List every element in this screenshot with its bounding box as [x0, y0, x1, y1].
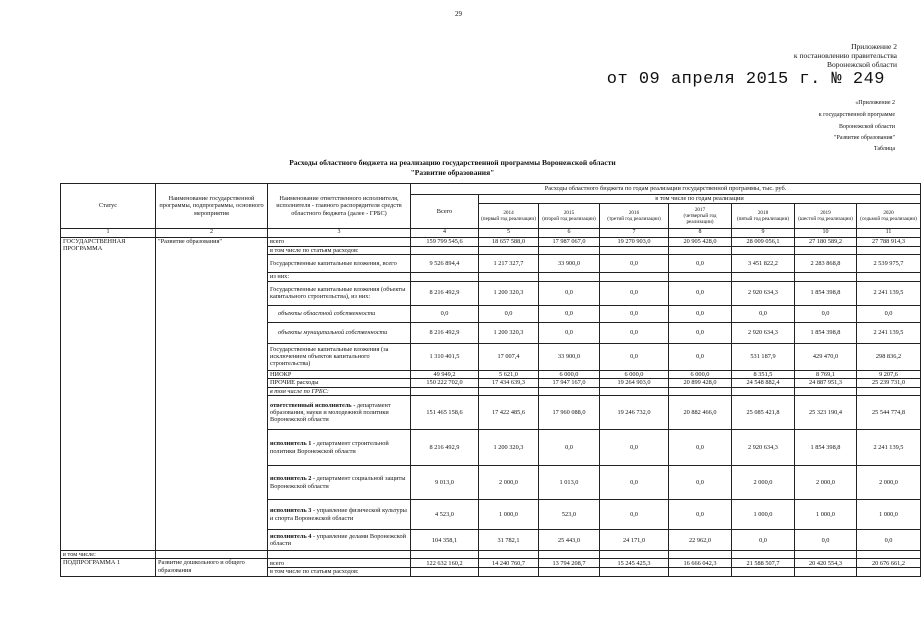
cell-value: 5 621,0 [479, 370, 539, 378]
cell-value: 17 947 167,0 [539, 378, 600, 387]
cell-value: 2 000,0 [795, 466, 857, 500]
cell-value: 2 920 634,3 [732, 322, 795, 343]
cell-value: 0,0 [669, 430, 732, 466]
cell-value: 298 836,2 [857, 343, 921, 370]
row-label: Государственные капитальные вложения, всего [268, 255, 411, 273]
header-expenses: Расходы областного бюджета по годам реализации государственной программы, тыс. руб. [411, 184, 921, 195]
header-year: 2019 (шестой год реализации) [795, 204, 857, 229]
cell-value: 20 420 554,3 [795, 559, 857, 568]
cell-value: 8 769,1 [795, 370, 857, 378]
cell-value: 122 632 160,2 [411, 559, 479, 568]
cell-value: 1 013,0 [539, 466, 600, 500]
cell-value: 0,0 [795, 305, 857, 322]
cell-value: 1 217 327,7 [479, 255, 539, 273]
cell-value: 0,0 [539, 281, 600, 305]
cell-value: 13 794 208,7 [539, 559, 600, 568]
column-number: 4 [411, 229, 479, 238]
cell-value: 6 000,0 [539, 370, 600, 378]
column-number: 9 [732, 229, 795, 238]
cell-value: 2 920 634,3 [732, 281, 795, 305]
cell-value: 9 013,0 [411, 466, 479, 500]
cell-value: 25 085 421,8 [732, 396, 795, 430]
header-year: 2016 (третий год реализации) [600, 204, 669, 229]
cell-value: 0,0 [857, 305, 921, 322]
header-year: 2020 (седьмой год реализации) [857, 204, 921, 229]
row-label: исполнитель 3 - управление физической культуры и спорта Воронежской области [268, 500, 411, 530]
cell-value: 25 544 774,8 [857, 396, 921, 430]
cell-value: 1 000,0 [479, 500, 539, 530]
included-label: в том числе: [61, 551, 156, 559]
cell-value: 0,0 [857, 530, 921, 551]
cell-value: 25 323 190,4 [795, 396, 857, 430]
cell-value: 2 241 139,5 [857, 281, 921, 305]
cell-value: 24 171,0 [600, 530, 669, 551]
cell-value: 27 180 589,2 [795, 238, 857, 247]
cell-value: 0,0 [479, 305, 539, 322]
program-name: "Развитие образования" [156, 238, 268, 551]
cell-value: 0,0 [411, 305, 479, 322]
cell-value: 0,0 [600, 466, 669, 500]
document-subtitle: "Развитие образования" [410, 168, 495, 177]
cell-value: 0,0 [669, 281, 732, 305]
row-label: из них: [268, 273, 411, 281]
cell-value: 20 676 661,2 [857, 559, 921, 568]
cell-value: 0,0 [600, 322, 669, 343]
cell-value: 0,0 [669, 305, 732, 322]
row-label: всего [268, 238, 411, 247]
cell-value: 1 200 320,3 [479, 430, 539, 466]
column-number: 3 [268, 229, 411, 238]
header-year: 2014 (первый год реализации) [479, 204, 539, 229]
cell-value: 159 799 545,6 [411, 238, 479, 247]
cell-value: 0,0 [539, 430, 600, 466]
cell-value: 0,0 [539, 305, 600, 322]
row-label: в том числе по статьям расходов: [268, 247, 411, 255]
cell-value: 0,0 [600, 430, 669, 466]
cell-value: 24 548 882,4 [732, 378, 795, 387]
cell-value: 9 526 894,4 [411, 255, 479, 273]
cell-value: 2 000,0 [479, 466, 539, 500]
column-number: 8 [669, 229, 732, 238]
row-label: в том числе по статьям расходов: [268, 568, 411, 576]
row-label: в том числе по ГРБС: [268, 387, 411, 395]
header-year: 2018 (пятый год реализации) [732, 204, 795, 229]
cell-value: 8 351,5 [732, 370, 795, 378]
cell-value: 6 000,0 [600, 370, 669, 378]
row-label: Государственные капитальные вложения (за исключением объектов капитального строительства) [268, 343, 411, 370]
column-number: 11 [857, 229, 921, 238]
cell-value: 15 245 425,3 [600, 559, 669, 568]
header-status: Статус [61, 184, 156, 229]
cell-value: 0,0 [669, 255, 732, 273]
cell-value: 19 264 903,0 [600, 378, 669, 387]
cell-value: 19 246 732,0 [600, 396, 669, 430]
cell-value: 22 962,0 [669, 530, 732, 551]
subprogram-status: ПОДПРОГРАММА 1 [61, 559, 156, 576]
cell-value: 2 000,0 [732, 466, 795, 500]
cell-value: 1 000,0 [732, 500, 795, 530]
row-label: объекты областной собственности [268, 305, 411, 322]
sub-appendix-3: Воронежской области [839, 124, 895, 130]
cell-value: 31 782,1 [479, 530, 539, 551]
cell-value: 20 905 428,0 [669, 238, 732, 247]
cell-value: 27 788 914,3 [857, 238, 921, 247]
cell-value: 28 009 056,1 [732, 238, 795, 247]
column-numbers-row [61, 229, 921, 238]
cell-value: 1 854 398,8 [795, 430, 857, 466]
column-number: 10 [795, 229, 857, 238]
header-total: Всего [411, 195, 479, 229]
cell-value: 0,0 [732, 305, 795, 322]
cell-value: 0,0 [669, 500, 732, 530]
cell-value: 2 000,0 [857, 466, 921, 500]
cell-value: 21 588 507,7 [732, 559, 795, 568]
cell-value: 16 666 042,3 [669, 559, 732, 568]
header-responsible: Наименование ответственного исполнителя, исполнителя - главного распорядителя средств областного бюджета (далее - ГРБС) [268, 184, 411, 229]
row-label: исполнитель 2 - департамент социальной защиты Воронежской области [268, 466, 411, 500]
cell-value: 531 187,9 [732, 343, 795, 370]
cell-value: 17 960 088,0 [539, 396, 600, 430]
row-label: Государственные капитальные вложения (объекты капитального строительства), из них: [268, 281, 411, 305]
column-number: 1 [61, 229, 156, 238]
cell-value: 0,0 [732, 530, 795, 551]
cell-value: 9 207,6 [857, 370, 921, 378]
header-year: 2015 (второй год реализации) [539, 204, 600, 229]
cell-value: 0,0 [600, 343, 669, 370]
cell-value: 0,0 [795, 530, 857, 551]
cell-value: 8 216 492,9 [411, 281, 479, 305]
row-label: объекты муниципальной собственности [268, 322, 411, 343]
cell-value: 1 000,0 [857, 500, 921, 530]
cell-value: 1 854 398,8 [795, 322, 857, 343]
cell-value: 17 987 067,0 [539, 238, 600, 247]
table-label: Таблица [873, 146, 895, 152]
row-label: ответственный исполнитель - департамент образования, науки и молодежной политики Воронежской области [268, 396, 411, 430]
cell-value: 33 900,0 [539, 255, 600, 273]
cell-value: 25 239 731,0 [857, 378, 921, 387]
cell-value: 0,0 [669, 322, 732, 343]
expenses-table [60, 183, 921, 577]
column-number: 2 [156, 229, 268, 238]
cell-value: 1 854 398,8 [795, 281, 857, 305]
header-year: 2017 (четвертый год реализации) [669, 204, 732, 229]
cell-value: 523,0 [539, 500, 600, 530]
document-title: Расходы областного бюджета на реализацию государственной программы Воронежской области [289, 158, 616, 167]
cell-value: 0,0 [600, 305, 669, 322]
cell-value: 33 900,0 [539, 343, 600, 370]
decree-date-number: от 09 апреля 2015 г. № 249 [606, 70, 885, 89]
program-status: ГОСУДАРСТВЕННАЯ ПРОГРАММА [61, 238, 156, 551]
cell-value: 0,0 [539, 322, 600, 343]
cell-value: 24 887 951,3 [795, 378, 857, 387]
row-label: всего [268, 559, 411, 568]
header-program-name: Наименование государственной программы, подпрограммы, основного мероприятия [156, 184, 268, 229]
table-row [61, 551, 921, 559]
cell-value: 104 358,1 [411, 530, 479, 551]
column-number: 5 [479, 229, 539, 238]
cell-value: 0,0 [600, 281, 669, 305]
header-by-years: в том числе по годам реализации [479, 195, 921, 204]
cell-value: 8 216 492,9 [411, 322, 479, 343]
column-number: 7 [600, 229, 669, 238]
row-label: ПРОЧИЕ расходы [268, 378, 411, 387]
cell-value: 2 283 868,8 [795, 255, 857, 273]
cell-value: 3 451 822,2 [732, 255, 795, 273]
subprogram-name: Развитие дошкольного и общего образования [156, 559, 268, 576]
cell-value: 14 240 760,7 [479, 559, 539, 568]
cell-value: 2 241 139,5 [857, 430, 921, 466]
table-row [61, 238, 921, 247]
cell-value: 1 200 320,3 [479, 322, 539, 343]
cell-value: 20 882 466,0 [669, 396, 732, 430]
cell-value: 17 434 639,3 [479, 378, 539, 387]
cell-value: 151 465 158,6 [411, 396, 479, 430]
cell-value: 0,0 [600, 255, 669, 273]
cell-value: 49 949,2 [411, 370, 479, 378]
cell-value: 17 007,4 [479, 343, 539, 370]
page-number: 29 [455, 10, 462, 18]
appendix-line3: Воронежской области [827, 60, 897, 69]
appendix-label: Приложение 2 [851, 42, 897, 51]
cell-value: 17 422 485,6 [479, 396, 539, 430]
cell-value: 1 310 401,5 [411, 343, 479, 370]
cell-value: 25 443,0 [539, 530, 600, 551]
cell-value: 4 523,0 [411, 500, 479, 530]
sub-appendix-4: "Развитие образования" [834, 135, 895, 141]
cell-value: 0,0 [600, 500, 669, 530]
sub-appendix-2: к государственной программе [818, 112, 895, 118]
cell-value: 19 270 903,0 [600, 238, 669, 247]
appendix-line2: к постановлению правительства [793, 51, 897, 60]
cell-value: 1 200 320,3 [479, 281, 539, 305]
cell-value: 6 000,0 [669, 370, 732, 378]
cell-value: 18 657 588,0 [479, 238, 539, 247]
column-number: 6 [539, 229, 600, 238]
cell-value: 20 899 428,0 [669, 378, 732, 387]
cell-value: 150 222 702,0 [411, 378, 479, 387]
sub-appendix-1: «Приложение 2 [855, 100, 895, 106]
row-label: НИОКР [268, 370, 411, 378]
cell-value: 2 241 139,5 [857, 322, 921, 343]
cell-value: 0,0 [669, 466, 732, 500]
row-label: исполнитель 1 - департамент строительной политики Воронежской области [268, 430, 411, 466]
cell-value: 0,0 [669, 343, 732, 370]
cell-value: 1 000,0 [795, 500, 857, 530]
cell-value: 2 920 634,3 [732, 430, 795, 466]
table-row [61, 559, 921, 568]
cell-value: 429 470,0 [795, 343, 857, 370]
cell-value: 8 216 492,9 [411, 430, 479, 466]
row-label: исполнитель 4 - управление делами Воронежской области [268, 530, 411, 551]
cell-value: 2 539 975,7 [857, 255, 921, 273]
